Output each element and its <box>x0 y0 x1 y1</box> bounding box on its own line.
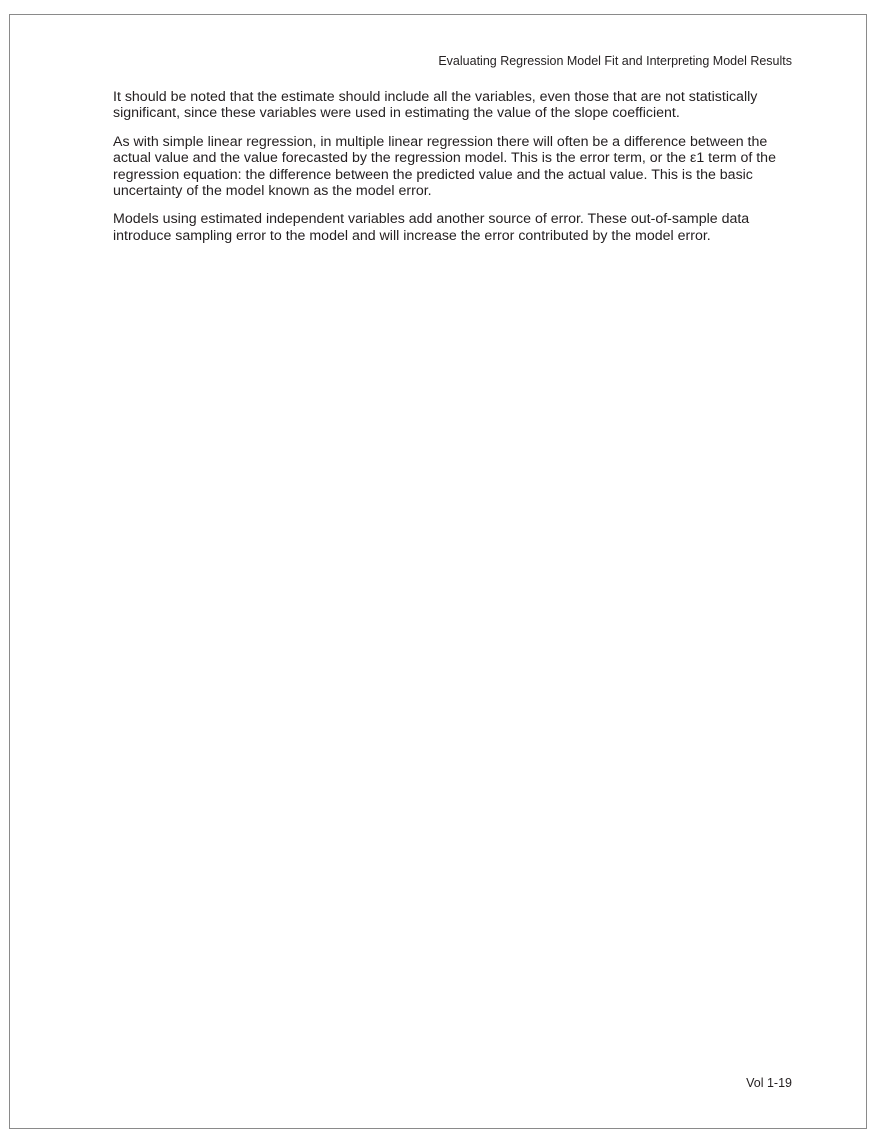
running-header: Evaluating Regression Model Fit and Interpreting Model Results <box>438 54 792 68</box>
page-number: Vol 1-19 <box>746 1076 792 1090</box>
paragraph-1: It should be noted that the estimate should include all the variables, even those that are not statistically significant, since these variables were used in estimating the value of the slope coefficient. <box>113 89 758 122</box>
body-content <box>113 89 793 256</box>
paragraph-2: As with simple linear regression, in multiple linear regression there will often be a difference between the actual value and the value forecasted by the regression model. This is the error term, or the ε1 term of the regression equation: the difference between the predicted value and the actual value. This is the basic uncertainty of the model known as the model error. <box>113 133 776 200</box>
paragraph-3: Models using estimated independent variables add another source of error. These out-of-sample data introduce sampling error to the model and will increase the error contributed by the model error. <box>113 211 750 244</box>
